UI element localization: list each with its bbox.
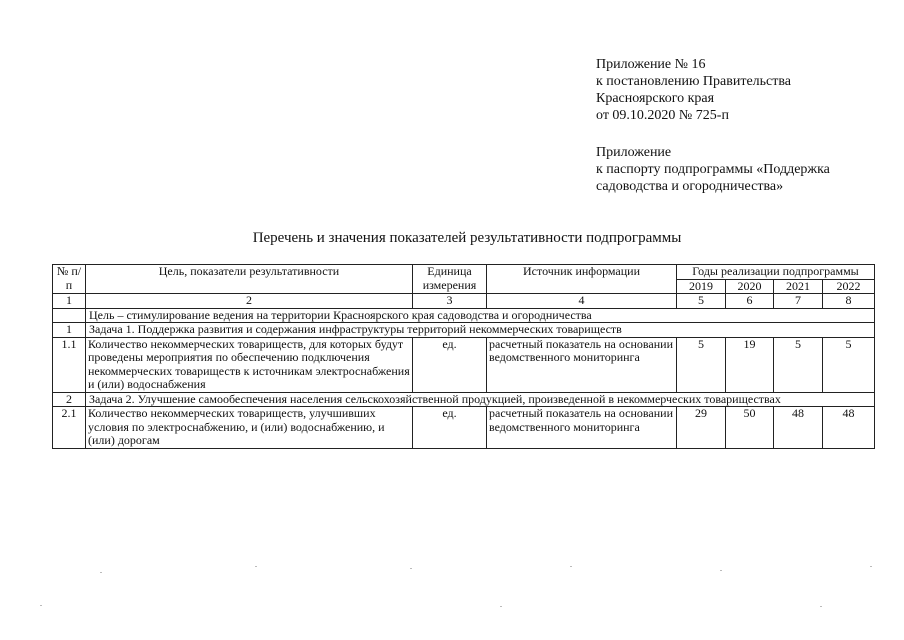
scan-speck <box>410 568 412 569</box>
task-text: Задача 1. Поддержка развития и содержания инфраструктуры территорий некоммерческих товариществ <box>86 323 875 338</box>
header-num: № п/п <box>53 265 86 294</box>
header-year: 2020 <box>726 279 774 294</box>
scan-speck <box>720 570 722 571</box>
indicators-table <box>52 264 875 449</box>
task-row <box>53 392 875 407</box>
indicator-unit: ед. <box>413 407 487 449</box>
scan-speck <box>870 566 872 567</box>
appendix-block <box>596 56 896 195</box>
document-title: Перечень и значения показателей результативности подпрограммы <box>252 230 682 246</box>
indicator-value: 50 <box>726 407 774 449</box>
indicator-source: расчетный показатель на основании ведомственного мониторинга <box>487 407 677 449</box>
goal-row <box>53 308 875 323</box>
header-year: 2019 <box>677 279 726 294</box>
indicator-row <box>53 407 875 449</box>
column-number: 6 <box>726 294 774 309</box>
header-year: 2022 <box>823 279 875 294</box>
indicator-value: 5 <box>774 337 823 392</box>
scan-speck <box>100 572 102 573</box>
appendix-line: Красноярского края <box>596 91 715 106</box>
header-unit: Единица измерения <box>413 265 487 294</box>
appendix-line: к паспорту подпрограммы «Поддержка <box>596 162 830 177</box>
column-number: 8 <box>823 294 875 309</box>
indicator-source: расчетный показатель на основании ведомственного мониторинга <box>487 337 677 392</box>
indicator-value: 5 <box>677 337 726 392</box>
indicator-row <box>53 337 875 392</box>
scan-speck <box>570 566 572 567</box>
indicator-value: 19 <box>726 337 774 392</box>
scan-speck <box>255 566 257 567</box>
task-text: Задача 2. Улучшение самообеспечения населения сельскохозяйственной продукцией, произведенной в некоммерческих товариществах <box>86 392 875 407</box>
column-number: 3 <box>413 294 487 309</box>
indicator-text: Количество некоммерческих товариществ, улучшивших условия по электроснабжению, и (или) водоснабжению, и (или) дорогам <box>86 407 413 449</box>
column-number: 1 <box>53 294 86 309</box>
appendix-line: садоводства и огородничества» <box>596 179 784 194</box>
indicator-value: 29 <box>677 407 726 449</box>
indicator-value: 48 <box>774 407 823 449</box>
goal-text: Цель – стимулирование ведения на территории Красноярского края садоводства и огородничества <box>86 308 875 323</box>
header-year: 2021 <box>774 279 823 294</box>
header-source: Источник информации <box>487 265 677 294</box>
indicator-num: 1.1 <box>53 337 86 392</box>
indicator-num: 2.1 <box>53 407 86 449</box>
header-years-group: Годы реализации подпрограммы <box>677 265 875 280</box>
header-goal: Цель, показатели результативности <box>86 265 413 294</box>
indicator-value: 5 <box>823 337 875 392</box>
column-number: 2 <box>86 294 413 309</box>
scan-speck <box>820 606 822 607</box>
task-num: 2 <box>53 392 86 407</box>
appendix-line: Приложение <box>596 145 672 160</box>
appendix-line: к постановлению Правительства <box>596 74 792 89</box>
column-numbers-row <box>53 294 875 309</box>
task-row <box>53 323 875 338</box>
scan-speck <box>40 605 42 606</box>
header-row <box>53 265 875 280</box>
column-number: 5 <box>677 294 726 309</box>
indicator-unit: ед. <box>413 337 487 392</box>
column-number: 7 <box>774 294 823 309</box>
indicator-text: Количество некоммерческих товариществ, для которых будут проведены мероприятия по обеспечению подключения некоммерческих товариществ к источникам электроснабжения и (или) водоснабжения <box>86 337 413 392</box>
task-num: 1 <box>53 323 86 338</box>
appendix-line: от 09.10.2020 № 725-п <box>596 108 729 123</box>
indicator-value: 48 <box>823 407 875 449</box>
appendix-line: Приложение № 16 <box>596 57 706 72</box>
column-number: 4 <box>487 294 677 309</box>
scan-speck <box>500 606 502 607</box>
goal-num-cell <box>53 308 86 323</box>
